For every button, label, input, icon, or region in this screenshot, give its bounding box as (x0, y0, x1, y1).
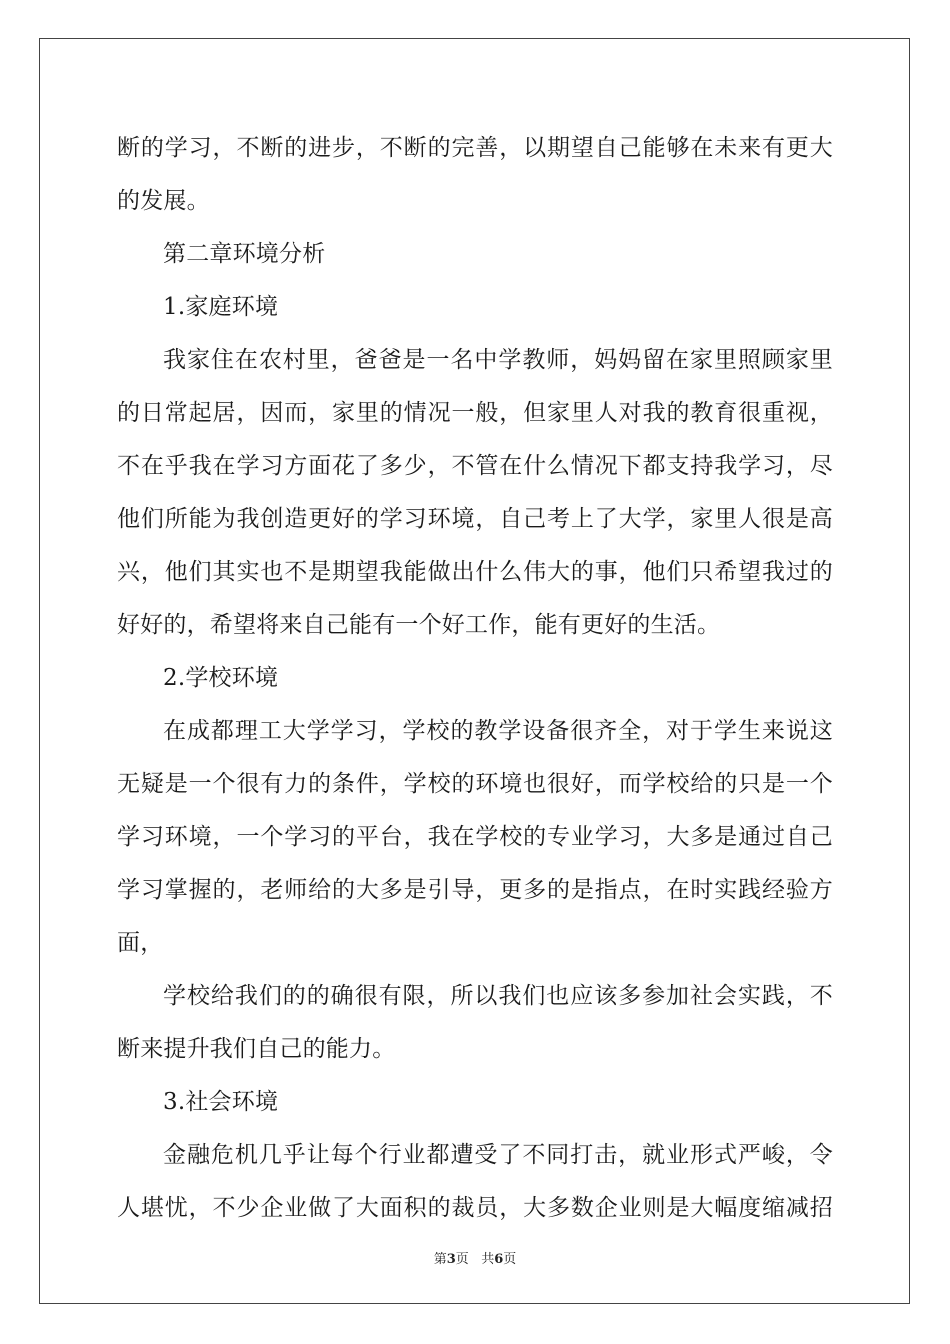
paragraph (117, 122, 833, 228)
text-line: 1.家庭环境 (163, 294, 279, 320)
text-line: 面， (117, 930, 164, 956)
footer-mid: 页 共 (455, 1252, 495, 1267)
text-line: 金融危机几乎让每个行业都遭受了不同打击，就业形式严峻，令 (163, 1142, 833, 1168)
document-body (117, 122, 833, 1235)
text-line: 好好的，希望将来自己能有一个好工作，能有更好的生活。 (117, 612, 721, 638)
paragraph (117, 281, 833, 334)
text-line: 的日常起居，因而，家里的情况一般，但家里人对我的教育很重视， (117, 400, 833, 426)
paragraph (117, 334, 833, 652)
paragraph (117, 1076, 833, 1129)
paragraph (117, 970, 833, 1076)
text-line: 学校给我们的的确很有限，所以我们也应该多参加社会实践，不 (163, 983, 833, 1009)
paragraph (117, 652, 833, 705)
text-line: 他们所能为我创造更好的学习环境，自己考上了大学，家里人很是高 (117, 506, 833, 532)
text-line: 的发展。 (117, 188, 210, 214)
text-line: 在成都理工大学学习，学校的教学设备很齐全，对于学生来说这 (163, 718, 833, 744)
current-page-number: 3 (446, 1252, 456, 1267)
total-pages-number: 6 (494, 1252, 504, 1267)
paragraph (117, 1129, 833, 1235)
page-footer (0, 1248, 950, 1267)
text-line: 2.学校环境 (163, 665, 279, 691)
text-line: 无疑是一个很有力的条件，学校的环境也很好，而学校给的只是一个 (117, 771, 833, 797)
text-line: 不在乎我在学习方面花了多少，不管在什么情况下都支持我学习，尽 (117, 453, 833, 479)
paragraph (117, 705, 833, 970)
text-line: 断的学习，不断的进步，不断的完善，以期望自己能够在未来有更大 (117, 135, 833, 161)
text-line: 断来提升我们自己的能力。 (117, 1036, 396, 1062)
text-line: 第二章环境分析 (163, 241, 326, 267)
footer-suffix: 页 (503, 1252, 517, 1267)
text-line: 学习环境，一个学习的平台，我在学校的专业学习，大多是通过自己 (117, 824, 833, 850)
text-line: 我家住在农村里，爸爸是一名中学教师，妈妈留在家里照顾家里 (163, 347, 833, 373)
text-line: 学习掌握的，老师给的大多是引导，更多的是指点，在时实践经验方 (117, 877, 833, 903)
text-line: 人堪忧，不少企业做了大面积的裁员，大多数企业则是大幅度缩减招 (117, 1195, 833, 1221)
footer-prefix: 第 (433, 1252, 447, 1267)
text-line: 兴，他们其实也不是期望我能做出什么伟大的事，他们只希望我过的 (117, 559, 833, 585)
text-line: 3.社会环境 (163, 1089, 279, 1115)
paragraph (117, 228, 833, 281)
